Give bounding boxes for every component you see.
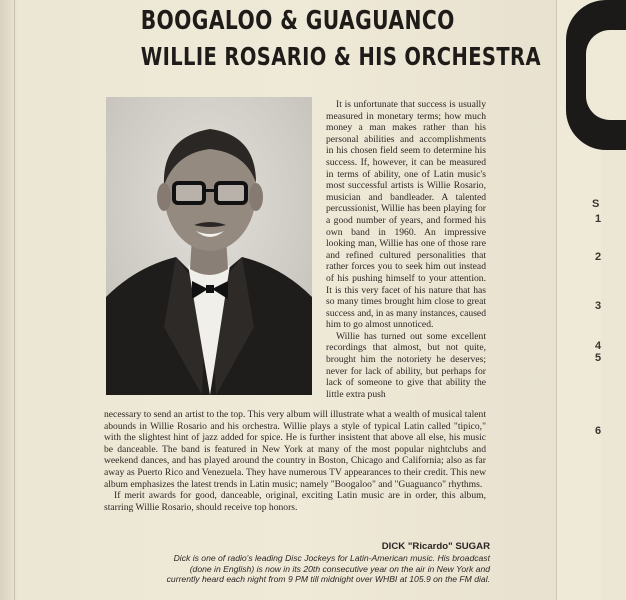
liner-paragraph: necessary to send an artist to the top. This very album will illustrate what a wealth of musical talent abounds in Willie Rosario and his orchestra. Willie plays a style of typical Latin called "tipico," with the slightest hint of jazz added for spice. He is further insistent that above all else, his music be danceable. The band is featured in New York at many of the most popular nightclubs and weekend dances, and has played around the country in Boston, Chicago and California; also as far away as Puerto Rico and Venezuela. They have numerous TV appearances to their credit. This new album emphasizes the latest trends in Latin music; namely "Boogaloo" and "Guaguanco" rhythms. xyxy=(104,409,486,490)
author-bio: Dick is one of radio's leading Disc Jockeys for Latin-American music. His broadcast (done in English) is now in its 20th consecutive year on the air in New York and currently heard each night from 9 PM till midnight over WHBI at 105.9 on the FM dial. xyxy=(166,553,490,585)
liner-notes-column xyxy=(326,99,486,400)
artist-portrait-photo xyxy=(106,97,312,395)
track-number: 3 xyxy=(595,300,602,312)
author-signature: DICK "Ricardo" SUGAR xyxy=(381,541,490,552)
liner-notes-body xyxy=(104,409,486,513)
track-number: 6 xyxy=(595,425,602,437)
album-title: BOOGALOO & GUAGUANCO xyxy=(140,6,455,36)
artist-title: WILLIE ROSARIO & HIS ORCHESTRA xyxy=(140,42,541,71)
track-number: 2 xyxy=(595,251,602,263)
liner-paragraph: It is unfortunate that success is usually measured in monetary terms; how much money a man makes rather than his personal abilities and accomplishments in his chosen field seem to determine his success. If, however, it can be measured in terms of ability, one of Latin music's most successful artists is Willie Rosario, musician and bandleader. A talented percussionist, Willie has been playing for a good number of years, and formed his own band in 1960. An impressive looking man, Willie has one of those rare and refined cultured personalities that rather forces you to seek him out instead of his pushing himself to your attention. It is this very facet of his nature that has so many times brought him close to great success and, in as many instances, caused him to go almost unnoticed. xyxy=(326,99,486,331)
liner-paragraph: If merit awards for good, danceable, original, exciting Latin music are in order, this album, starring Willie Rosario, should receive top honors. xyxy=(104,490,486,513)
portrait-photo xyxy=(106,97,312,395)
liner-paragraph: Willie has turned out some excellent recordings that almost, but not quite, brought him the notoriety he deserves; never for lack of ability, but perhaps for lack of someone to give that ability the little extra push xyxy=(326,330,486,400)
side-label: S xyxy=(592,198,600,210)
track-number: 1 xyxy=(595,213,602,225)
sleeve-edge xyxy=(14,0,15,600)
track-number: 5 xyxy=(595,352,602,364)
large-letter-counter xyxy=(586,30,626,120)
track-number: 4 xyxy=(595,340,602,352)
